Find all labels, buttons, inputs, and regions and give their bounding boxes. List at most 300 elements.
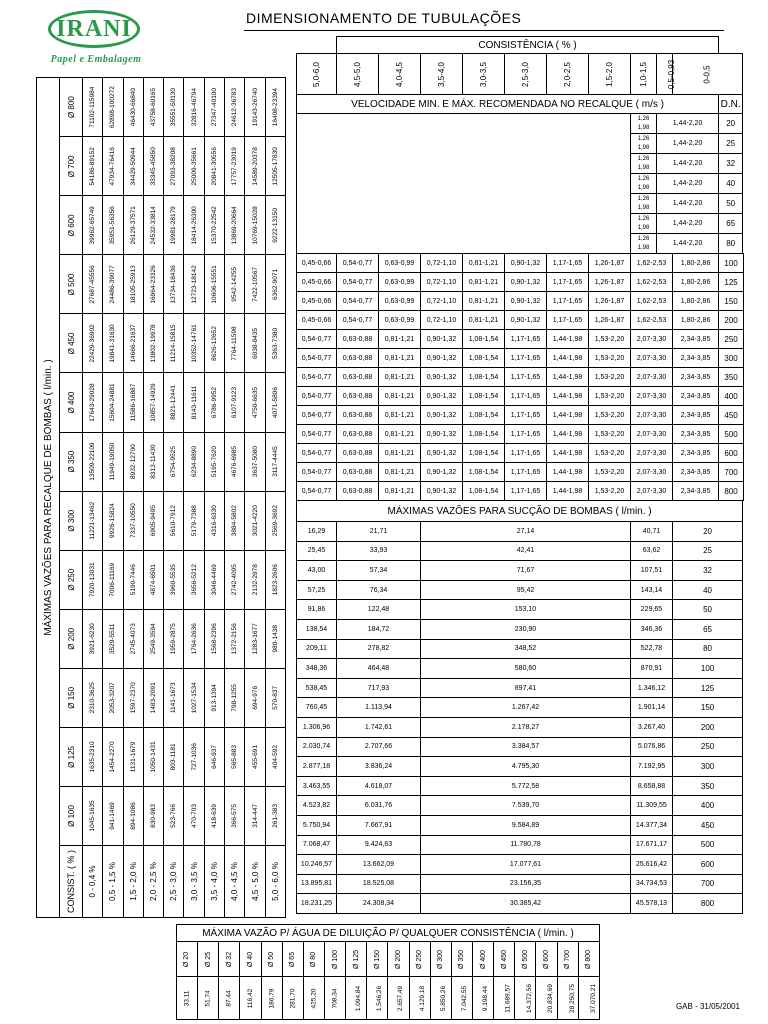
consistencia-label: CONSISTÊNCIA ( % ) bbox=[337, 37, 719, 54]
consistencia-col-label: 4,5-5,0 bbox=[353, 61, 362, 87]
table-cell: 314-447 bbox=[245, 786, 265, 845]
table-cell: 1,08-1,54 bbox=[463, 482, 505, 501]
table-row bbox=[297, 698, 744, 718]
table-cell: 0,63-0,99 bbox=[379, 292, 421, 311]
dn-cell: 20 bbox=[673, 522, 743, 542]
table-row bbox=[177, 977, 600, 1020]
table-cell: 19841-31630 bbox=[103, 314, 123, 373]
value-label: 33,11 bbox=[183, 990, 191, 1006]
table-cell: 0,63-0,88 bbox=[337, 330, 379, 349]
table-cell: 1,53-2,20 bbox=[589, 387, 631, 406]
table-cell: 9.424,63 bbox=[337, 835, 421, 855]
table-row bbox=[204, 77, 224, 917]
diameter-header: Ø 700 bbox=[60, 137, 83, 196]
table-cell: 0,63-0,88 bbox=[337, 349, 379, 368]
table-cell bbox=[472, 977, 493, 1020]
table-cell: 1,17-1,65 bbox=[505, 482, 547, 501]
table-cell: 2,34-3,85 bbox=[673, 406, 719, 425]
consistencia-col bbox=[589, 54, 631, 95]
diameter-header: Ø 100 bbox=[60, 786, 83, 845]
table-cell: 25,45 bbox=[297, 541, 337, 561]
diameter-label: Ø 50 bbox=[268, 951, 276, 967]
table-cell: 2,34-3,85 bbox=[673, 482, 719, 501]
table-cell: 7.068,47 bbox=[297, 835, 337, 855]
table-cell: 1283-1677 bbox=[245, 609, 265, 668]
table-cell bbox=[631, 174, 657, 194]
dn-cell: 500 bbox=[673, 835, 743, 855]
table-cell: 13.895,81 bbox=[297, 874, 337, 894]
table-cell bbox=[388, 977, 409, 1020]
dn-cell: 600 bbox=[673, 855, 743, 875]
table-row bbox=[297, 349, 744, 368]
table-cell: 570-837 bbox=[265, 668, 285, 727]
table-cell: 7006-11169 bbox=[103, 550, 123, 609]
diameter-label: Ø 32 bbox=[225, 951, 233, 967]
value-label: 4.129,18 bbox=[418, 985, 426, 1011]
table-cell: 35951-56356 bbox=[103, 196, 123, 255]
table-cell: 10606-15551 bbox=[204, 255, 224, 314]
table-cell: 0,90-1,32 bbox=[505, 311, 547, 330]
table-cell: 1,26-1,87 bbox=[589, 254, 631, 273]
table-cell bbox=[515, 977, 536, 1020]
value-label: 708,34 bbox=[331, 988, 339, 1008]
table-cell: 2742-4095 bbox=[225, 550, 245, 609]
table-cell: 2745-4073 bbox=[123, 609, 143, 668]
table-cell: 1,53-2,20 bbox=[589, 406, 631, 425]
table-cell: 0,90-1,32 bbox=[421, 387, 463, 406]
diameter-label: Ø 250 bbox=[416, 949, 424, 969]
table-cell: 1454-2270 bbox=[103, 727, 123, 786]
table-cell: 27,14 bbox=[421, 522, 631, 542]
table-cell: 43,00 bbox=[297, 561, 337, 581]
table-cell: 0,54-0,77 bbox=[297, 463, 337, 482]
table-cell: 18105-25913 bbox=[123, 255, 143, 314]
consistencia-col-label: 2,0-2,5 bbox=[563, 61, 572, 87]
diameter-label: Ø 600 bbox=[542, 949, 550, 969]
table-cell: 32816-46794 bbox=[184, 77, 204, 136]
table-cell: 717,93 bbox=[337, 678, 421, 698]
recalque-table-wrap bbox=[36, 78, 286, 918]
diameter-header: Ø 125 bbox=[60, 727, 83, 786]
table-cell: 2,07-3,30 bbox=[631, 349, 673, 368]
table-cell: 13.662,09 bbox=[337, 855, 421, 875]
table-cell: 2,07-3,30 bbox=[631, 406, 673, 425]
table-cell: 0,63-0,88 bbox=[337, 406, 379, 425]
table-cell: 14589-20378 bbox=[245, 137, 265, 196]
table-cell bbox=[631, 214, 657, 234]
table-cell bbox=[494, 977, 515, 1020]
table-cell: 798-1255 bbox=[225, 668, 245, 727]
table-cell: 3.463,55 bbox=[297, 776, 337, 796]
diameter-header bbox=[219, 942, 240, 977]
table-cell: 21,71 bbox=[337, 522, 421, 542]
table-cell: 8821-12441 bbox=[164, 373, 184, 432]
table-cell: 1,17-1,65 bbox=[547, 273, 589, 292]
table-cell: 1141-1673 bbox=[164, 668, 184, 727]
diameter-header bbox=[388, 942, 409, 977]
table-cell bbox=[631, 234, 657, 254]
cell-min: 1,26 bbox=[637, 215, 650, 222]
table-cell: 107,51 bbox=[631, 561, 673, 581]
table-cell: 913-1394 bbox=[204, 668, 224, 727]
table-cell: 71,67 bbox=[421, 561, 631, 581]
table-cell: 39962-65749 bbox=[83, 196, 103, 255]
diameter-header: Ø 350 bbox=[60, 432, 83, 491]
table-cell: 3656-5212 bbox=[184, 550, 204, 609]
value-label: 11.689,57 bbox=[504, 983, 512, 1013]
dn-cell: 32 bbox=[673, 561, 743, 581]
diameter-label: Ø 800 bbox=[585, 949, 593, 969]
table-cell: 1,08-1,54 bbox=[463, 349, 505, 368]
table-cell: 1823-2606 bbox=[265, 550, 285, 609]
cell-max: 1,98 bbox=[637, 144, 650, 151]
table-cell bbox=[177, 977, 198, 1020]
table-cell: 1,53-2,20 bbox=[589, 425, 631, 444]
table-row bbox=[297, 639, 744, 659]
consist-cell: 4,5 - 5,0 % bbox=[245, 846, 265, 918]
table-cell: 0,81-1,21 bbox=[379, 330, 421, 349]
table-cell: 23.156,35 bbox=[421, 874, 631, 894]
dn-cell: 125 bbox=[673, 678, 743, 698]
table-cell: 1.267,42 bbox=[421, 698, 631, 718]
table-cell: 0,90-1,32 bbox=[421, 349, 463, 368]
consist-cell: 3,0 - 3,5 % bbox=[184, 846, 204, 918]
diameter-header bbox=[261, 942, 282, 977]
table-cell: 24.308,34 bbox=[337, 894, 421, 914]
table-cell: 11.780,78 bbox=[421, 835, 631, 855]
dn-cell: 50 bbox=[673, 600, 743, 620]
value-label: 281,70 bbox=[289, 988, 297, 1008]
table-cell: 6754-9525 bbox=[164, 432, 184, 491]
table-cell: 95,42 bbox=[421, 580, 631, 600]
dn-cell: 150 bbox=[673, 698, 743, 718]
table-cell: 6786-9952 bbox=[204, 373, 224, 432]
diameter-header bbox=[557, 942, 578, 977]
diameter-header: Ø 450 bbox=[60, 314, 83, 373]
table-cell: 0,72-1,10 bbox=[421, 273, 463, 292]
table-cell: 2,07-3,30 bbox=[631, 425, 673, 444]
table-cell: 1,44-1,98 bbox=[547, 463, 589, 482]
table-cell bbox=[367, 977, 388, 1020]
consistencia-col bbox=[673, 54, 743, 95]
table-cell: 2569-3692 bbox=[265, 491, 285, 550]
table-cell: 153,10 bbox=[421, 600, 631, 620]
table-cell: 2,34-3,85 bbox=[673, 349, 719, 368]
table-cell: 1,17-1,65 bbox=[547, 292, 589, 311]
table-cell: 9542-14255 bbox=[225, 255, 245, 314]
table-cell: 470-703 bbox=[184, 786, 204, 845]
dn-cell: 350 bbox=[673, 776, 743, 796]
diameter-label: Ø 450 bbox=[500, 949, 508, 969]
table-cell: 4316-6330 bbox=[204, 491, 224, 550]
table-cell: 1,08-1,54 bbox=[463, 368, 505, 387]
table-cell: 1,53-2,20 bbox=[589, 349, 631, 368]
table-cell: 11949-19050 bbox=[103, 432, 123, 491]
table-cell: 1,53-2,20 bbox=[589, 482, 631, 501]
dn-cell: 80 bbox=[719, 234, 743, 254]
table-cell: 1,26-1,87 bbox=[589, 292, 631, 311]
table-cell: 1,53-2,20 bbox=[589, 463, 631, 482]
table-cell: 9.584,89 bbox=[421, 815, 631, 835]
table-row bbox=[297, 273, 744, 292]
table-cell: 0,90-1,32 bbox=[421, 463, 463, 482]
table-cell: 0,54-0,77 bbox=[297, 387, 337, 406]
table-cell bbox=[261, 977, 282, 1020]
consistencia-col-label: 2,5-3,0 bbox=[521, 61, 530, 87]
value-label: 2.657,49 bbox=[397, 985, 405, 1011]
table-cell: 941-1469 bbox=[103, 786, 123, 845]
consistencia-col bbox=[547, 54, 589, 95]
table-cell: 1,53-2,20 bbox=[589, 368, 631, 387]
table-cell: 0,63-0,88 bbox=[337, 482, 379, 501]
table-cell: 1,53-2,20 bbox=[589, 444, 631, 463]
table-cell: 0,54-0,77 bbox=[297, 444, 337, 463]
footer-code: GAB - 31/05/2001 bbox=[675, 1002, 740, 1011]
table-cell: 17643-29028 bbox=[83, 373, 103, 432]
diameter-label: Ø 400 bbox=[479, 949, 487, 969]
table-row bbox=[297, 776, 744, 796]
table-cell: 1.306,96 bbox=[297, 717, 337, 737]
table-cell: 0,45-0,66 bbox=[297, 311, 337, 330]
table-cell: 0,45-0,66 bbox=[297, 254, 337, 273]
table-cell: 16,29 bbox=[297, 522, 337, 542]
table-cell: 24612-36783 bbox=[225, 77, 245, 136]
empty-block bbox=[297, 114, 631, 254]
table-cell: 76,34 bbox=[337, 580, 421, 600]
diameter-label: Ø 200 bbox=[394, 949, 402, 969]
table-row bbox=[297, 659, 744, 679]
table-cell: 209,11 bbox=[297, 639, 337, 659]
table-cell: 1,17-1,65 bbox=[547, 311, 589, 330]
table-cell bbox=[430, 977, 451, 1020]
diameter-label: Ø 125 bbox=[352, 949, 360, 969]
diameter-header: Ø 800 bbox=[60, 77, 83, 136]
table-cell: 6905-9495 bbox=[143, 491, 163, 550]
table-cell: 0,63-0,99 bbox=[379, 311, 421, 330]
dn-cell: 20 bbox=[719, 114, 743, 134]
table-cell: 4750-6635 bbox=[245, 373, 265, 432]
table-cell: 6038-8435 bbox=[245, 314, 265, 373]
dn-cell: 600 bbox=[719, 444, 744, 463]
table-cell: 230,90 bbox=[421, 619, 631, 639]
dn-cell: 200 bbox=[673, 717, 743, 737]
table-cell: 1,44-1,98 bbox=[547, 444, 589, 463]
table-row bbox=[297, 600, 744, 620]
table-cell bbox=[451, 977, 472, 1020]
cell-min: 1,26 bbox=[637, 235, 650, 242]
cell-max: 1,98 bbox=[637, 124, 650, 131]
cell-max: 1,98 bbox=[637, 244, 650, 251]
table-cell: 2,34-3,85 bbox=[673, 368, 719, 387]
table-cell: 1.742,61 bbox=[337, 717, 421, 737]
diluicao-table bbox=[176, 924, 600, 1020]
table-row bbox=[297, 368, 744, 387]
table-cell: 7.539,70 bbox=[421, 796, 631, 816]
table-cell: 1,26-1,87 bbox=[589, 311, 631, 330]
table-cell: 1764-2636 bbox=[184, 609, 204, 668]
table-cell: 184,72 bbox=[337, 619, 421, 639]
consist-cell: 4,0 - 4,5 % bbox=[225, 846, 245, 918]
table-cell: 3960-5535 bbox=[164, 550, 184, 609]
value-label: 1.094,84 bbox=[355, 985, 363, 1011]
dn-cell: 32 bbox=[719, 154, 743, 174]
table-cell: 35551-50130 bbox=[164, 77, 184, 136]
table-row bbox=[297, 444, 744, 463]
cell-min: 1,26 bbox=[637, 115, 650, 122]
table-cell: 0,54-0,77 bbox=[297, 482, 337, 501]
diameter-header bbox=[282, 942, 303, 977]
table-cell: 11586-16887 bbox=[123, 373, 143, 432]
table-cell: 565-883 bbox=[225, 727, 245, 786]
table-row bbox=[297, 254, 744, 273]
table-cell: 694-976 bbox=[245, 668, 265, 727]
table-cell: 366-575 bbox=[225, 786, 245, 845]
table-cell bbox=[282, 977, 303, 1020]
table-row bbox=[83, 77, 103, 917]
cell-min: 1,26 bbox=[637, 175, 650, 182]
consist-cell: 2,5 - 3,0 % bbox=[164, 846, 184, 918]
table-cell: 0,81-1,21 bbox=[379, 387, 421, 406]
table-cell: 0,81-1,21 bbox=[463, 311, 505, 330]
recalque-rotated bbox=[36, 78, 286, 918]
table-cell: 7337-10550 bbox=[123, 491, 143, 550]
table-cell: 1,44-2,20 bbox=[657, 134, 719, 154]
table-cell: 18414-26300 bbox=[184, 196, 204, 255]
table-cell: 18.525,08 bbox=[337, 874, 421, 894]
table-cell: 1,44-2,20 bbox=[657, 114, 719, 134]
value-label: 116,42 bbox=[246, 988, 254, 1008]
diluicao-label: MÁXIMA VAZÃO P/ ÁGUA DE DILUIÇÃO P/ QUALQUER CONSISTÊNCIA ( l/min. ) bbox=[177, 925, 600, 942]
cell-min: 1,26 bbox=[637, 135, 650, 142]
cell-min: 1,26 bbox=[637, 195, 650, 202]
diameter-header bbox=[240, 942, 261, 977]
table-cell: 2,07-3,30 bbox=[631, 482, 673, 501]
table-cell: 3.836,24 bbox=[337, 757, 421, 777]
table-row bbox=[297, 894, 744, 914]
table-cell: 18.231,25 bbox=[297, 894, 337, 914]
table-cell: 2,34-3,85 bbox=[673, 463, 719, 482]
table-cell: 1,08-1,54 bbox=[463, 330, 505, 349]
table-cell: 0,63-0,88 bbox=[337, 444, 379, 463]
table-cell: 897,41 bbox=[421, 678, 631, 698]
table-cell: 1,80-2,86 bbox=[673, 311, 719, 330]
value-label: 1.546,26 bbox=[376, 985, 384, 1011]
diameter-header bbox=[177, 942, 198, 977]
consistencia-col bbox=[379, 54, 421, 95]
table-cell: 1,62-2,53 bbox=[631, 254, 673, 273]
consistencia-col bbox=[297, 54, 337, 95]
table-cell: 2310-3625 bbox=[83, 668, 103, 727]
table-cell: 348,52 bbox=[421, 639, 631, 659]
value-label: 28.250,75 bbox=[568, 983, 576, 1013]
table-cell: 4676-6985 bbox=[225, 432, 245, 491]
table-cell bbox=[536, 977, 557, 1020]
cell-max: 1,98 bbox=[637, 204, 650, 211]
table-cell: 1,53-2,20 bbox=[589, 330, 631, 349]
table-cell: 0,81-1,21 bbox=[379, 463, 421, 482]
table-cell: 9222-13150 bbox=[265, 196, 285, 255]
succao-label: MÁXIMAS VAZÕES PARA SUCÇÃO DE BOMBAS ( l/min. ) bbox=[297, 501, 743, 522]
table-cell: 7920-13031 bbox=[83, 550, 103, 609]
table-cell: 1483-2091 bbox=[143, 668, 163, 727]
table-cell: 54186-89152 bbox=[83, 137, 103, 196]
consistencia-col-label: 3,5-4,0 bbox=[437, 61, 446, 87]
table-cell: 1568-2396 bbox=[204, 609, 224, 668]
table-row bbox=[297, 387, 744, 406]
consistencia-col-label: 3,0-3,5 bbox=[479, 61, 488, 87]
consist-cell: 5,0 - 6,0 % bbox=[265, 846, 285, 918]
table-cell: 1597-2370 bbox=[123, 668, 143, 727]
table-cell: 0,54-0,77 bbox=[297, 349, 337, 368]
dn-cell: 50 bbox=[719, 194, 743, 214]
table-cell bbox=[631, 194, 657, 214]
table-cell: 3884-5802 bbox=[225, 491, 245, 550]
table-cell: 15604-24881 bbox=[103, 373, 123, 432]
table-cell bbox=[631, 114, 657, 134]
dn-cell: 65 bbox=[719, 214, 743, 234]
table-cell: 62898-100272 bbox=[103, 77, 123, 136]
table-cell: 1027-1534 bbox=[184, 668, 204, 727]
diameter-label: Ø 300 bbox=[437, 949, 445, 969]
table-cell: 24532-33814 bbox=[143, 196, 163, 255]
table-cell: 1,44-1,98 bbox=[547, 425, 589, 444]
table-cell: 40,71 bbox=[631, 522, 673, 542]
dn-cell: 100 bbox=[719, 254, 744, 273]
dn-cell: 25 bbox=[673, 541, 743, 561]
dn-cell: 150 bbox=[719, 292, 744, 311]
table-cell: 57,25 bbox=[297, 580, 337, 600]
table-cell: 2549-3594 bbox=[143, 609, 163, 668]
table-row bbox=[297, 717, 744, 737]
table-cell bbox=[409, 977, 430, 1020]
table-cell: 12723-18142 bbox=[184, 255, 204, 314]
table-row bbox=[297, 292, 744, 311]
table-cell: 10857-14929 bbox=[143, 373, 163, 432]
table-cell: 0,72-1,10 bbox=[421, 311, 463, 330]
table-cell: 17757-23019 bbox=[225, 137, 245, 196]
table-row bbox=[297, 757, 744, 777]
table-cell: 22429-36902 bbox=[83, 314, 103, 373]
brand-name: IRANI bbox=[56, 16, 132, 42]
value-label: 425,20 bbox=[310, 988, 318, 1008]
table-cell: 12505-17830 bbox=[265, 137, 285, 196]
dn-cell: 350 bbox=[719, 368, 744, 387]
table-row bbox=[297, 406, 744, 425]
table-cell: 1,17-1,65 bbox=[505, 368, 547, 387]
table-cell: 17.671,17 bbox=[631, 835, 673, 855]
dn-cell: 40 bbox=[719, 174, 743, 194]
table-row bbox=[297, 835, 744, 855]
diameter-header: Ø 150 bbox=[60, 668, 83, 727]
table-cell: 6.031,76 bbox=[337, 796, 421, 816]
diameter-header bbox=[303, 942, 324, 977]
recalque-table bbox=[36, 77, 286, 918]
consist-cell: 3,5 - 4,0 % bbox=[204, 846, 224, 918]
brand-tagline: Papel e Embalagem bbox=[50, 54, 142, 65]
table-cell bbox=[631, 134, 657, 154]
dn-cell: 200 bbox=[719, 311, 744, 330]
table-cell: 5179-7388 bbox=[184, 491, 204, 550]
diameter-label: Ø 500 bbox=[521, 949, 529, 969]
table-cell: 1050-1431 bbox=[143, 727, 163, 786]
table-row bbox=[297, 482, 744, 501]
table-row bbox=[245, 77, 265, 917]
table-cell: 1,44-2,20 bbox=[657, 234, 719, 254]
table-cell: 0,90-1,32 bbox=[421, 444, 463, 463]
table-cell: 63,62 bbox=[631, 541, 673, 561]
dn-cell: 300 bbox=[719, 349, 744, 368]
table-row bbox=[297, 678, 744, 698]
